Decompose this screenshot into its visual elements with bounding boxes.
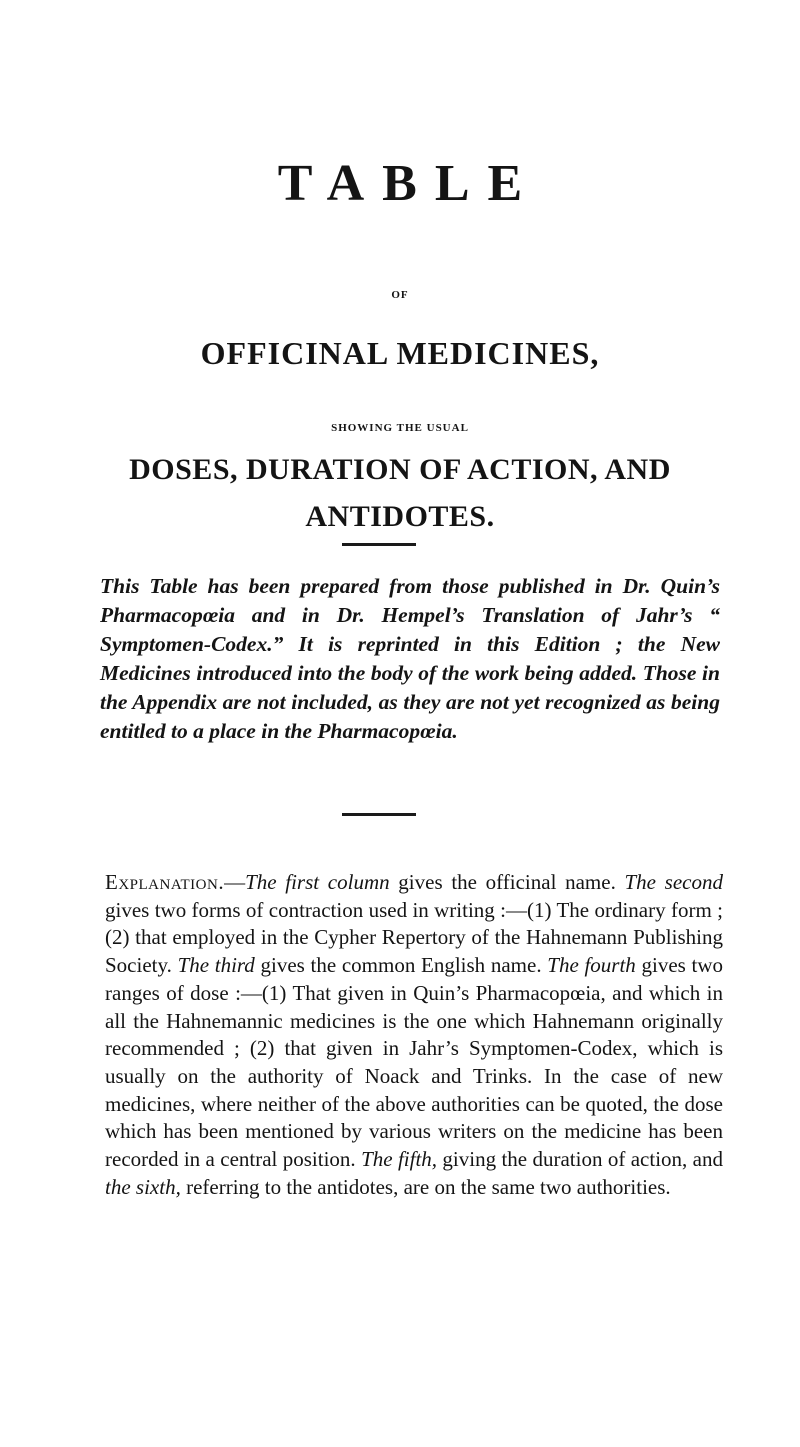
- explanation-dash: —: [224, 870, 246, 894]
- heading-line-2: ANTIDOTES.: [305, 500, 495, 533]
- sixth-column-term: the sixth,: [105, 1174, 181, 1199]
- explanation-text: gives two ranges of dose :—(1) That given in Quin’s Pharmacopœia, and which in all the Hahnemannic medicines is the one which Hahnemann originally recommended ; (2) that given in Jahr’s Symptomen-Codex, which is usually on the authority of Noack and Trinks. In the case of new medicines, where neither of the above authorities can be quoted, the dose which has been mentioned by various writers on the medicine has been recorded in a central position.: [105, 953, 724, 1172]
- explanation-text: giving the duration of action, and: [437, 1147, 723, 1172]
- divider-rule: [342, 813, 416, 816]
- first-column-term: The first column: [245, 870, 390, 894]
- intro-paragraph: This Table has been prepared from those published in Dr. Quin’s Pharmacopœia and in Dr. Hempel’s Translation of Jahr’s “ Symptomen-Codex.” It is reprinted in this Edition ; the New Medicines introduced into the body of the work being added. Those in the Appendix are not included, as they are not yet recognized as being entitled to a place in the Pharmacopœia.: [100, 574, 720, 743]
- page-subtitle: OFFICINAL MEDICINES,: [200, 335, 600, 371]
- explanation-text: gives the officinal name.: [389, 870, 625, 894]
- explanation-lead: Explanation.: [105, 870, 225, 894]
- explanation-text: gives the common English name.: [254, 953, 548, 978]
- second-column-term: The second: [624, 870, 723, 894]
- fourth-column-term: The fourth: [547, 953, 636, 978]
- explanation-text: gives two forms of contraction used in writing :—(1) The ordinary form ; (2) that employed in the Cypher Repertory of the Hahnemann Publishing Society.: [105, 897, 723, 978]
- page-title: TABLE: [277, 155, 541, 212]
- title-connector: OF: [391, 289, 409, 301]
- showing-caption: SHOWING THE USUAL: [331, 422, 469, 434]
- explanation-paragraph: [105, 869, 723, 1201]
- divider-rule: [342, 543, 416, 546]
- third-column-term: The third: [177, 953, 255, 978]
- fifth-column-term: The fifth,: [361, 1147, 438, 1172]
- heading-line-1: DOSES, DURATION OF ACTION, AND: [129, 453, 671, 486]
- explanation-text: referring to the antidotes, are on the same two authorities.: [180, 1174, 671, 1199]
